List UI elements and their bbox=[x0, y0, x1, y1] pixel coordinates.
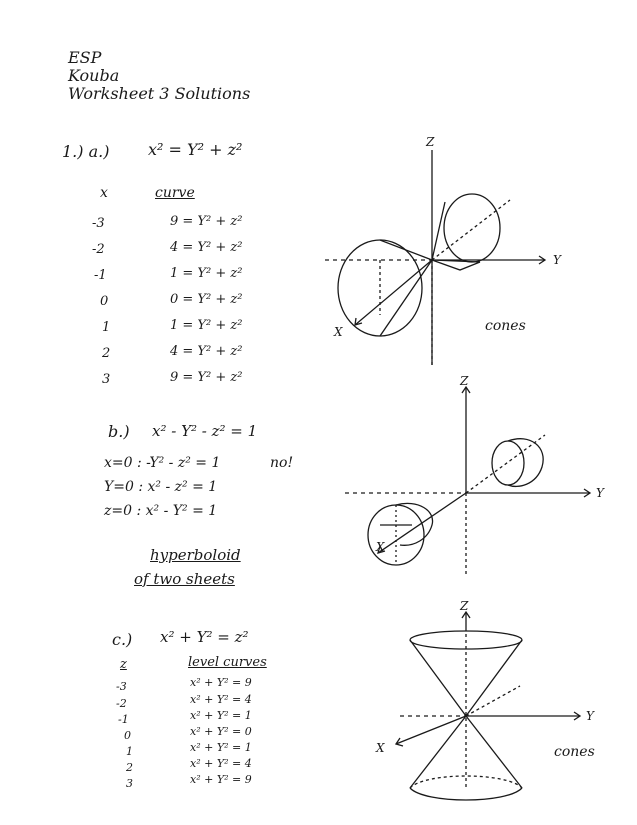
table-row: x² + Y² = 1 bbox=[190, 709, 252, 722]
fig-c-axis-z: Z bbox=[460, 599, 469, 613]
fig-a-axis-y: Y bbox=[553, 253, 561, 267]
table-row: 4 = Y² + z² bbox=[170, 344, 243, 359]
sheet-far-bowl bbox=[508, 439, 543, 487]
figure-a-cones bbox=[320, 130, 620, 370]
table-row: x² + Y² = 4 bbox=[190, 693, 252, 706]
part-b-line1: x=0 : -Y² - z² = 1 bbox=[104, 455, 221, 471]
page-title: Worksheet 3 Solutions bbox=[68, 84, 251, 103]
fig-c-axis-y: Y bbox=[586, 709, 594, 723]
figure-c-cones bbox=[370, 598, 620, 820]
table-row: 3 bbox=[126, 777, 133, 790]
header-line-author: Kouba bbox=[68, 66, 120, 85]
part-b-equation: x² - Y² - z² = 1 bbox=[152, 422, 258, 440]
part-b-label: b.) bbox=[108, 422, 130, 441]
fig-b-axis-x: X bbox=[376, 540, 385, 554]
cone-circle-far bbox=[444, 194, 500, 262]
fig-a-label: cones bbox=[485, 318, 526, 334]
table-row: 3 bbox=[102, 372, 111, 387]
fig-a-axis-x: X bbox=[334, 325, 343, 339]
part-b-conclusion-line1: hyperboloid bbox=[150, 546, 241, 564]
table-row: x² + Y² = 1 bbox=[190, 741, 252, 754]
table-row: 1 = Y² + z² bbox=[170, 266, 243, 281]
cone-circle-near bbox=[338, 240, 422, 336]
fig-b-axis-y: Y bbox=[596, 486, 604, 500]
table-row: -1 bbox=[118, 713, 129, 726]
part-a-equation: x² = Y² + z² bbox=[148, 140, 243, 159]
table-row: 9 = Y² + z² bbox=[170, 214, 243, 229]
part-b-conclusion-line2: of two sheets bbox=[134, 570, 235, 588]
table-row: x² + Y² = 4 bbox=[190, 757, 252, 770]
table-row: 1 bbox=[102, 320, 111, 335]
header-line-esp: ESP bbox=[68, 48, 102, 67]
table-row: x² + Y² = 9 bbox=[190, 773, 252, 786]
table-row: 0 bbox=[100, 294, 109, 309]
fig-c-label: cones bbox=[554, 744, 595, 760]
table-row: x² + Y² = 9 bbox=[190, 676, 252, 689]
table-row: -2 bbox=[92, 242, 105, 257]
table-row: -3 bbox=[116, 680, 127, 693]
figure-b-hyperboloid bbox=[340, 375, 620, 580]
table-row: 1 bbox=[126, 745, 133, 758]
part-b-line2: Y=0 : x² - z² = 1 bbox=[104, 479, 218, 495]
part-c-level-header: level curves bbox=[188, 655, 267, 670]
fig-a-axis-z: Z bbox=[426, 135, 435, 149]
table-row: 1 = Y² + z² bbox=[170, 318, 243, 333]
table-row: 0 bbox=[124, 729, 131, 742]
table-row: 2 bbox=[102, 346, 111, 361]
part-c-equation: x² + Y² = z² bbox=[160, 628, 249, 646]
part-c-z-header: z bbox=[120, 657, 127, 672]
part-a-label: 1.) a.) bbox=[62, 142, 110, 161]
table-row: -1 bbox=[94, 268, 107, 283]
sheet-far-front bbox=[492, 441, 524, 485]
part-b-line3: z=0 : x² - Y² = 1 bbox=[104, 503, 218, 519]
part-a-x-header: x bbox=[100, 185, 108, 201]
fig-c-axis-x: X bbox=[376, 741, 385, 755]
table-row: 4 = Y² + z² bbox=[170, 240, 243, 255]
table-row: 0 = Y² + z² bbox=[170, 292, 243, 307]
table-row: 9 = Y² + z² bbox=[170, 370, 243, 385]
table-row: -2 bbox=[116, 697, 127, 710]
part-b-line1-note: no! bbox=[270, 455, 294, 471]
part-c-label: c.) bbox=[112, 630, 133, 649]
fig-b-axis-z: Z bbox=[460, 374, 469, 388]
table-row: x² + Y² = 0 bbox=[190, 725, 252, 738]
cone-bottom-rim-front bbox=[410, 788, 522, 800]
part-a-curve-header: curve bbox=[155, 185, 195, 201]
table-row: 2 bbox=[126, 761, 133, 774]
table-row: -3 bbox=[92, 216, 105, 231]
